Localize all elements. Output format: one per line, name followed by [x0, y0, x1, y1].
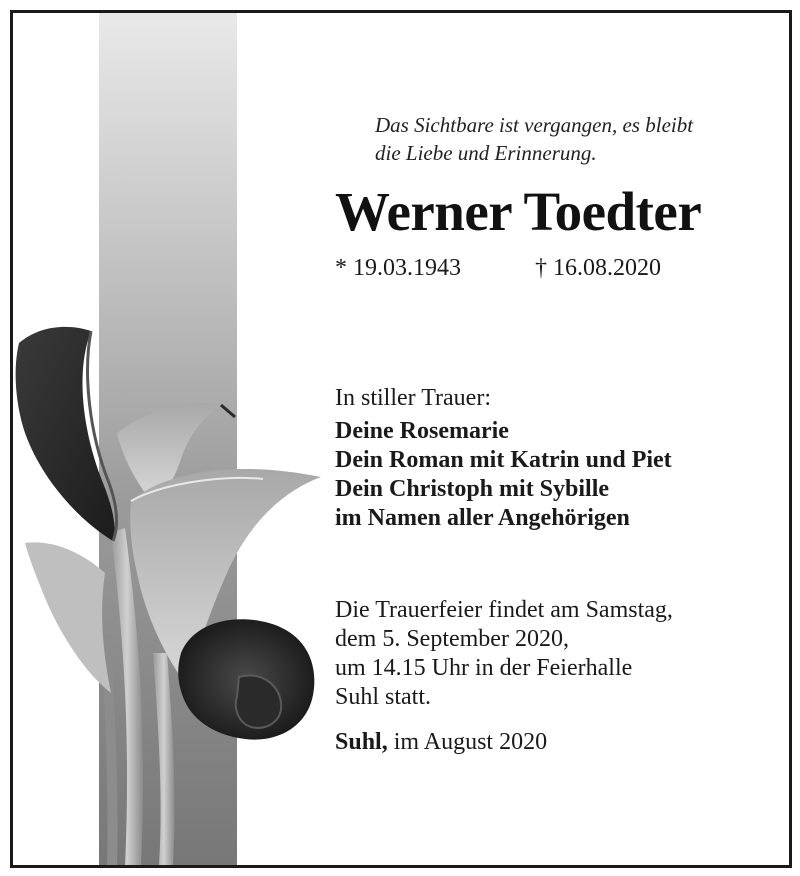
mourner-line: Dein Roman mit Katrin und Piet: [335, 447, 672, 473]
place-month: im August 2020: [393, 729, 548, 755]
text-area: [13, 13, 789, 865]
life-dates: [335, 253, 775, 283]
funeral-line: um 14.15 Uhr in der Feierhalle: [335, 655, 633, 681]
deceased-name: Werner Toedter: [335, 181, 702, 242]
motto-line: Das Sichtbare ist vergangen, es bleibt: [375, 113, 694, 137]
funeral-line: Die Trauerfeier findet am Samstag,: [335, 597, 673, 623]
birth-date: * 19.03.1943: [335, 255, 461, 281]
death-date: † 16.08.2020: [535, 255, 661, 281]
mourner-line: Deine Rosemarie: [335, 418, 509, 444]
obituary-card: [10, 10, 792, 868]
motto: [375, 111, 775, 167]
mourners-list: [335, 417, 672, 533]
mourner-line: Dein Christoph mit Sybille: [335, 476, 610, 502]
motto-line: die Liebe und Erinnerung.: [375, 141, 597, 165]
funeral-line: dem 5. September 2020,: [335, 626, 569, 652]
mourning-label: In stiller Trauer:: [335, 385, 491, 411]
mourner-line: im Namen aller Angehörigen: [335, 505, 630, 531]
funeral-line: Suhl statt.: [335, 684, 432, 710]
place-date: [335, 727, 547, 757]
funeral-notice: [335, 596, 775, 712]
place-city: Suhl,: [335, 729, 388, 755]
